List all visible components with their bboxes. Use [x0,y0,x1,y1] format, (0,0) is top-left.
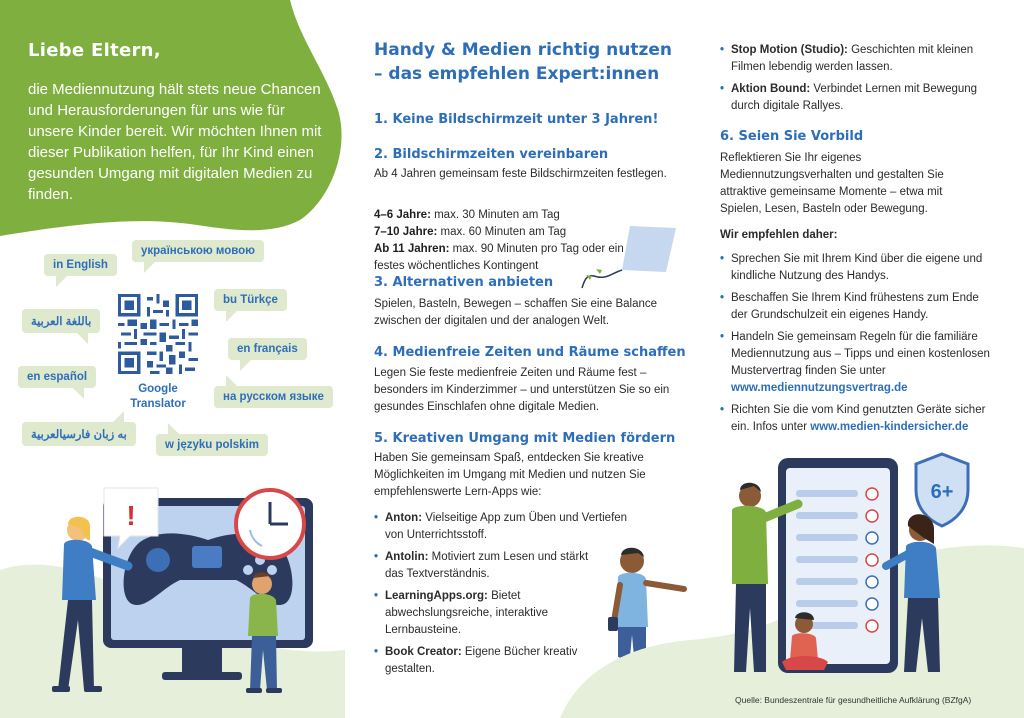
language-arabic[interactable]: باللغة العربية [22,309,100,333]
age-rating-label: 6+ [930,481,954,503]
age-rule: 7–10 Jahre: max. 60 Minuten am Tag [374,226,567,238]
language-polish[interactable]: w języku polskim [156,434,268,456]
language-russian[interactable]: на русском языке [214,386,333,408]
alternatives-text: Spielen, Basteln, Bewegen – schaffen Sie eine Balance zwischen der digitalen und der analogen Welt. [374,298,658,327]
language-french[interactable]: en français [228,338,307,360]
role-model-text: Reflektieren Sie Ihr eigenes Mediennutzungsverhalten und gestalten Sie attraktive gemeinsame Momente – etwa mit Spielen, Lesen, Basteln oder Bewegung. [720,152,944,215]
screentime-intro: Ab 4 Jahren gemeinsam feste Bildschirmzeiten festlegen. [374,168,667,180]
app-item: • Anton: Vielseitige App zum Üben und Vertiefen von Unterrichtsstoff. [374,510,634,544]
clock-icon [236,490,304,558]
recommendation-item: • Richten Sie die vom Kind genutzten Geräte sicher ein. Infos unter www.medien-kindersicher.de [720,402,995,436]
heading-alternatives: 3. Alternativen anbieten [374,275,554,290]
heading-media-free: 4. Medienfreie Zeiten und Räume schaffen [374,345,686,360]
heading-screentime: 2. Bildschirmzeiten vereinbaren [374,147,609,162]
qr-label: Google Translator [130,383,186,410]
media-free-text: Legen Sie feste medienfreie Zeiten und Räume fest – besonders im Kinderzimmer – und unterstützen Sie so ein gesundes Einschlafen ohne digitale Medien. [374,367,670,413]
age-rule: 4–6 Jahre: max. 30 Minuten am Tag [374,209,560,221]
app-item: • LearningApps.org: Bietet abwechslungsreiche, interaktive Lernbausteine. [374,588,589,639]
app-item: • Book Creator: Eigene Bücher kreativ gestalten. [374,644,589,678]
kite-illustration [580,222,680,292]
creative-text: Haben Sie gemeinsam Spaß, entdecken Sie kreative Möglichkeiten im Umgang mit Medien und nutzen Sie empfehlenswerte Lern-Apps wie: [374,452,646,498]
page-title: Handy & Medien richtig nutzen – das empfehlen Expert:innen [374,40,672,84]
language-english[interactable]: in English [44,254,117,276]
app-item: • Stop Motion (Studio): Geschichten mit kleinen Filmen lebendig werden lassen. [720,42,995,76]
heading-creative: 5. Kreativen Umgang mit Medien fördern [374,431,676,446]
recommendation-item: • Handeln Sie gemeinsam Regeln für die familiäre Mediennutzung aus – Tipps und einen kostenlosen Mustervertrag finden Sie unter www.mediennutzungsvertrag.de [720,329,995,397]
intro-text: die Mediennutzung hält stets neue Chancen und Herausforderungen für uns wie für unsere Kinder bereit. Wir möchten Ihnen mit dieser Publikation helfen, für Ihr Kind einen gesunden Umgang mit digitalen Medien zu finden. [28,81,322,203]
heading-no-screentime: 1. Keine Bildschirmzeit unter 3 Jahren! [374,112,659,127]
qr-code[interactable] [118,294,198,374]
recommendation-item: • Sprechen Sie mit Ihrem Kind über die eigene und kindliche Nutzung des Handys. [720,251,995,285]
language-persian[interactable]: به زبان فارسیالعربیة [22,422,136,446]
source-note: Quelle: Bundeszentrale für gesundheitliche Aufklärung (BZfgA) [735,695,972,705]
svg-text:!: ! [126,500,136,531]
recommendation-item: • Beschaffen Sie Ihrem Kind frühestens zum Ende der Grundschulzeit ein eigenes Handy. [720,290,995,324]
age-rule: Ab 11 Jahren: max. 90 Minuten pro Tag oder ein festes wöchentliches Kontingent [374,243,624,272]
contract-link[interactable]: www.mediennutzungsvertrag.de [731,382,908,394]
left-illustration [40,480,350,718]
heading-role-model: 6. Seien Sie Vorbild [720,129,864,144]
language-ukrainian[interactable]: українською мовою [132,240,264,262]
app-item: • Antolin: Motiviert zum Lesen und stärkt das Textverständnis. [374,549,589,583]
greeting-title: Liebe Eltern, [28,40,161,61]
app-item: • Aktion Bound: Verbindet Lernen mit Bewegung durch digitale Rallyes. [720,81,995,115]
right-illustration [720,448,1010,688]
recommend-heading: Wir empfehlen daher: [720,229,838,241]
child-safe-link[interactable]: www.medien-kindersicher.de [810,421,969,433]
language-spanish[interactable]: en español [18,366,96,388]
language-turkish[interactable]: bu Türkçe [214,289,287,311]
